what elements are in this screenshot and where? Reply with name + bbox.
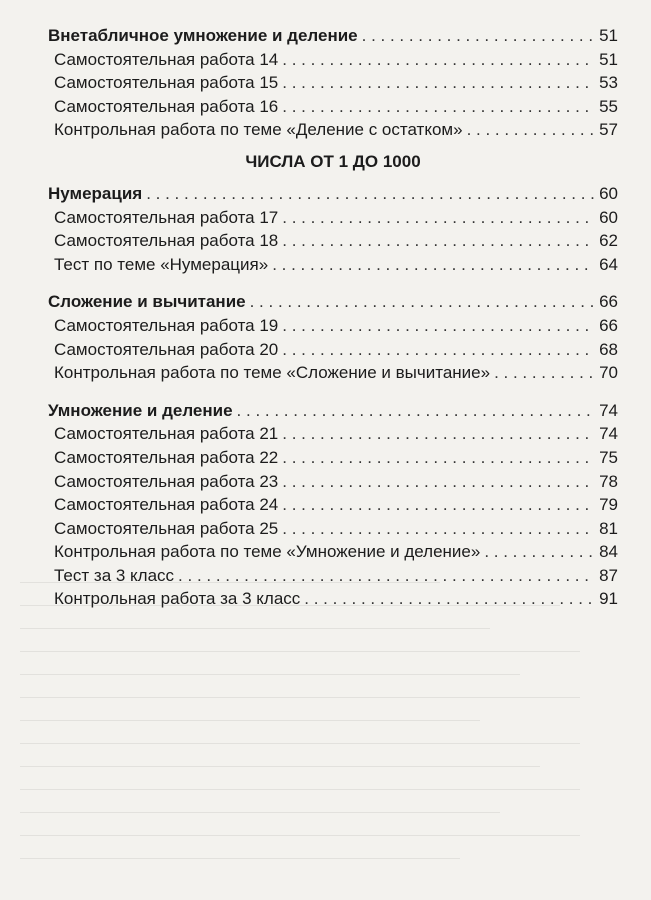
toc-entry[interactable]: [48, 517, 618, 541]
toc-entry-page: 66: [599, 292, 618, 312]
toc-block-3: [48, 290, 618, 384]
toc-entry-label: Тест по теме «Нумерация»: [54, 254, 269, 274]
toc-entry-page: 75: [599, 447, 618, 467]
toc-entry[interactable]: [48, 206, 618, 230]
toc-entry-label: Внетабличное умножение и деление: [48, 26, 358, 45]
toc-entry-label: Самостоятельная работа 19: [54, 315, 279, 335]
dot-leader: [484, 540, 594, 564]
ghost-line: [20, 697, 580, 698]
toc-entry-label: Контрольная работа по теме «Сложение и вычитание»: [54, 363, 491, 383]
dot-leader: [467, 118, 594, 142]
toc-entry-page: 57: [599, 120, 618, 140]
dot-leader: [282, 422, 594, 446]
toc-entry-page: 66: [599, 315, 618, 335]
toc-block-2: [48, 182, 618, 276]
toc-entry[interactable]: [48, 470, 618, 494]
chapter-heading: ЧИСЛА ОТ 1 ДО 1000: [245, 151, 421, 171]
ghost-line: [20, 789, 580, 790]
toc-entry[interactable]: [48, 290, 618, 314]
toc-entry-page: 79: [599, 495, 618, 515]
toc-entry-label: Умножение и деление: [48, 400, 233, 420]
toc-entry-label: Контрольная работа за 3 класс: [54, 589, 301, 609]
toc-entry-label: Самостоятельная работа 18: [54, 231, 279, 251]
dot-leader: [282, 95, 594, 119]
toc-entry-page: 74: [599, 400, 618, 420]
toc-entry-page: 51: [599, 26, 618, 45]
toc-entry[interactable]: [48, 338, 618, 362]
dot-leader: [494, 361, 594, 385]
spacer: [48, 385, 618, 399]
toc-entry-label: Самостоятельная работа 17: [54, 207, 279, 227]
dot-leader: [282, 48, 594, 72]
dot-leader: [362, 24, 594, 48]
ghost-line: [20, 720, 480, 721]
toc-entry-page: 68: [599, 339, 618, 359]
toc-entry[interactable]: [48, 118, 618, 142]
toc-entry-page: 78: [599, 471, 618, 491]
ghost-line: [20, 858, 460, 859]
spacer: [48, 276, 618, 290]
dot-leader: [282, 446, 594, 470]
dot-leader: [282, 493, 594, 517]
toc-entry-label: Нумерация: [48, 183, 143, 203]
dot-leader: [237, 399, 594, 423]
toc-entry[interactable]: [48, 314, 618, 338]
toc-entry[interactable]: [48, 446, 618, 470]
dot-leader: [272, 253, 594, 277]
toc-entry-label: Контрольная работа по теме «Умножение и деление»: [54, 542, 481, 562]
toc-entry-label: Самостоятельная работа 24: [54, 495, 279, 515]
dot-leader: [304, 587, 594, 611]
toc-entry-label: Самостоятельная работа 16: [54, 96, 279, 116]
toc-entry-page: 84: [599, 542, 618, 562]
toc-entry[interactable]: [48, 48, 618, 72]
toc-entry[interactable]: [48, 361, 618, 385]
toc-entry[interactable]: [48, 95, 618, 119]
dot-leader: [282, 314, 594, 338]
dot-leader: [250, 290, 594, 314]
toc-entry[interactable]: [48, 399, 618, 423]
ghost-line: [20, 766, 540, 767]
dot-leader: [282, 71, 594, 95]
toc-entry-page: 60: [599, 207, 618, 227]
ghost-line: [20, 674, 520, 675]
toc-entry-label: Самостоятельная работа 21: [54, 424, 279, 444]
toc-entry-page: 91: [599, 589, 618, 609]
toc-entry-page: 51: [599, 49, 618, 69]
toc-entry[interactable]: [48, 229, 618, 253]
ghost-line: [20, 812, 500, 813]
toc-entry[interactable]: [48, 564, 618, 588]
toc-entry[interactable]: [48, 24, 618, 48]
toc-entry-label: Самостоятельная работа 23: [54, 471, 279, 491]
toc-entry-label: Самостоятельная работа 22: [54, 447, 279, 467]
toc-entry-label: Контрольная работа по теме «Деление с остатком»: [54, 120, 463, 140]
toc-entry-page: 60: [599, 183, 618, 203]
toc-entry-page: 53: [599, 73, 618, 93]
toc-entry-page: 70: [599, 363, 618, 383]
dot-leader: [282, 229, 594, 253]
toc-entry[interactable]: [48, 540, 618, 564]
ghost-line: [20, 743, 580, 744]
toc-entry[interactable]: [48, 71, 618, 95]
toc-entry-label: Самостоятельная работа 15: [54, 73, 279, 93]
toc-entry[interactable]: [48, 493, 618, 517]
toc-entry[interactable]: [48, 253, 618, 277]
dot-leader: [178, 564, 594, 588]
toc-entry-label: Самостоятельная работа 14: [54, 49, 279, 69]
ghost-line: [20, 651, 580, 652]
dot-leader: [282, 338, 594, 362]
ghost-line: [20, 835, 580, 836]
toc-entry-page: 87: [599, 565, 618, 585]
dot-leader: [282, 517, 594, 541]
toc-entry-label: Самостоятельная работа 20: [54, 339, 279, 359]
toc-entry-label: Самостоятельная работа 25: [54, 518, 279, 538]
toc-entry-page: 62: [599, 231, 618, 251]
dot-leader: [146, 182, 594, 206]
toc-entry-page: 81: [599, 518, 618, 538]
toc-entry-page: 74: [599, 424, 618, 444]
toc-block-1: [48, 24, 618, 142]
toc-entry-page: 64: [599, 254, 618, 274]
dot-leader: [282, 206, 594, 230]
dot-leader: [282, 470, 594, 494]
toc-entry-page: 55: [599, 96, 618, 116]
toc-entry[interactable]: [48, 422, 618, 446]
ghost-line: [20, 628, 490, 629]
toc-entry-label: Сложение и вычитание: [48, 292, 246, 312]
table-of-contents: [48, 24, 618, 611]
toc-entry-label: Тест за 3 класс: [54, 565, 175, 585]
toc-block-4: [48, 399, 618, 611]
toc-entry[interactable]: [48, 182, 618, 206]
toc-entry[interactable]: [48, 587, 618, 611]
